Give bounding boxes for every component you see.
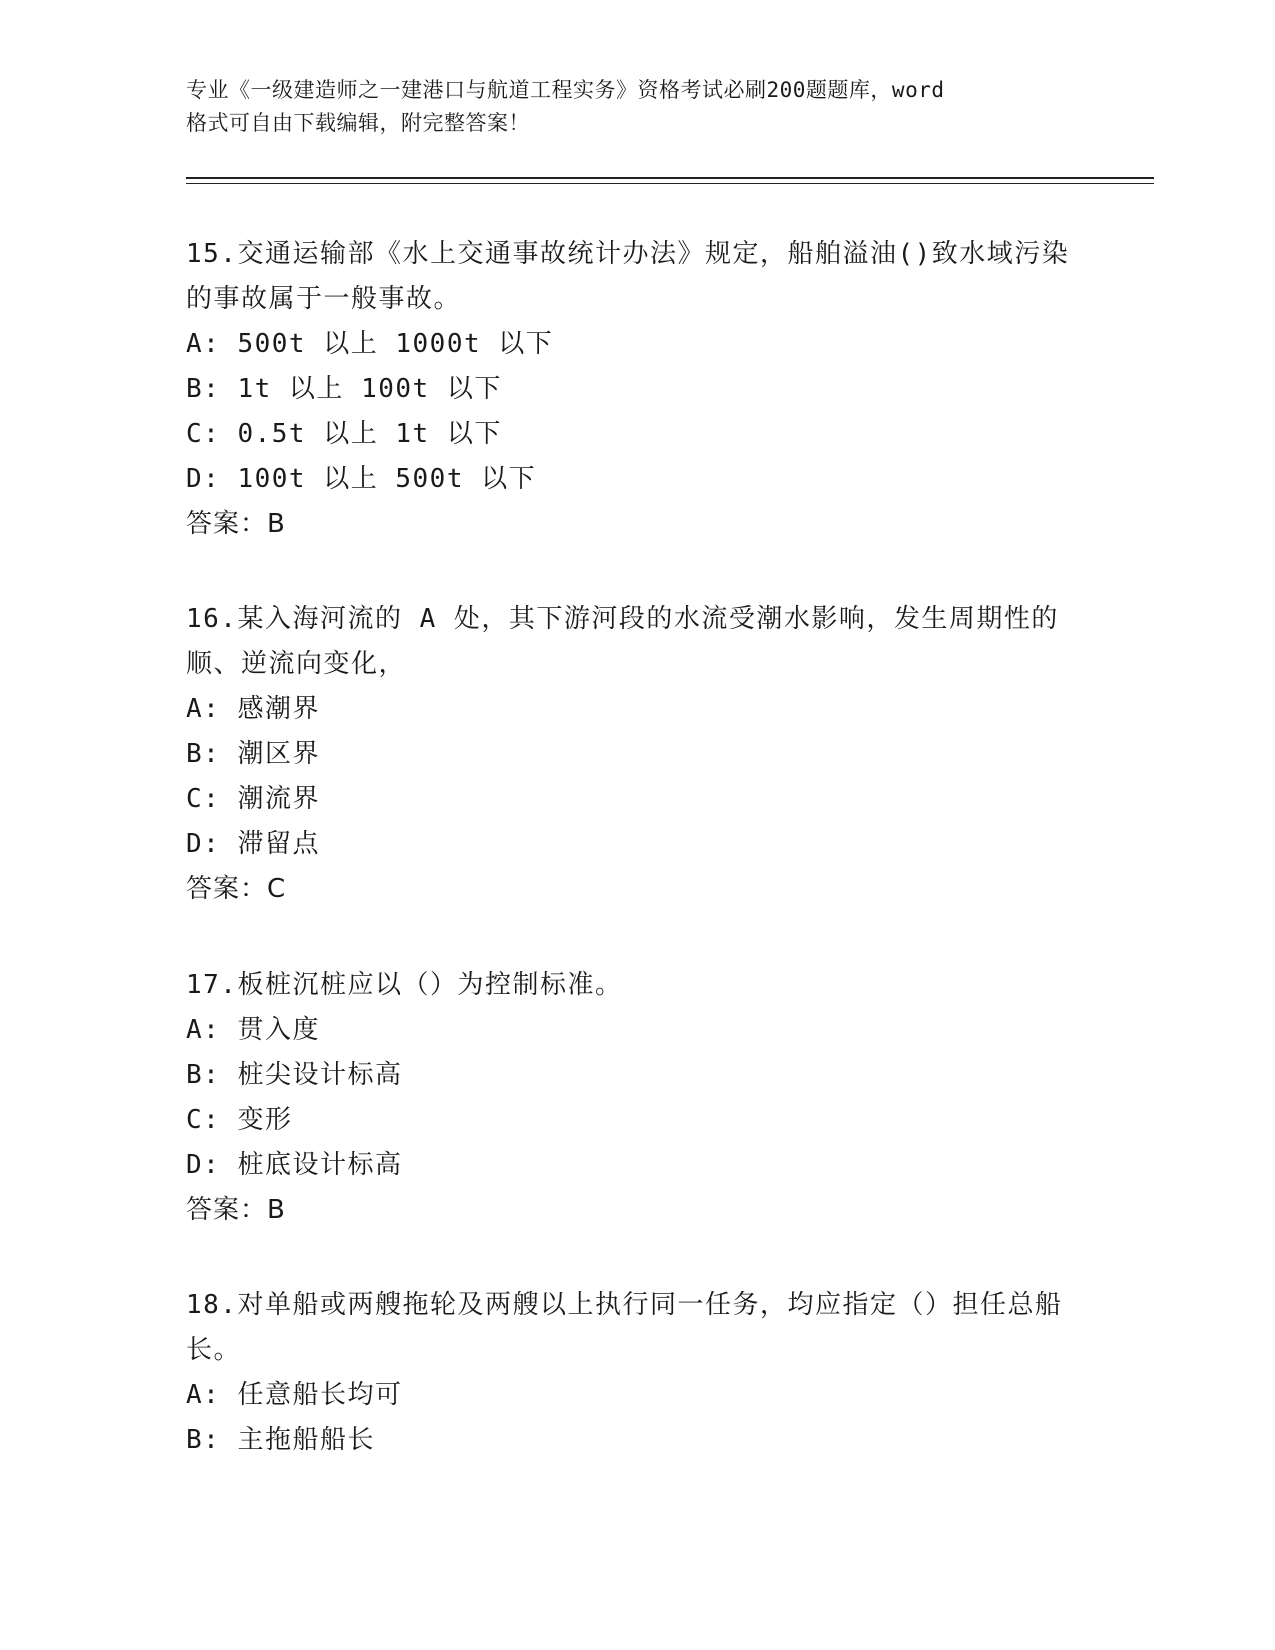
option-c: C: 潮流界 (186, 784, 320, 814)
option-c: C: 0.5t 以上 1t 以下 (186, 419, 502, 449)
question-block (186, 963, 1086, 1233)
option-a: A: 500t 以上 1000t 以下 (186, 329, 554, 359)
answer-line: 答案：B (186, 509, 286, 539)
option-a: A: 贯入度 (186, 1015, 320, 1045)
document-header (186, 74, 1066, 140)
option-d: D: 100t 以上 500t 以下 (186, 464, 537, 494)
option-d: D: 滞留点 (186, 829, 320, 859)
option-b: B: 主拖船船长 (186, 1425, 375, 1455)
question-block (186, 597, 1086, 912)
option-b: B: 潮区界 (186, 739, 320, 769)
question-block (186, 1283, 1086, 1463)
option-b: B: 桩尖设计标高 (186, 1060, 403, 1090)
option-b: B: 1t 以上 100t 以下 (186, 374, 502, 404)
question-stem: 18.对单船或两艘拖轮及两艘以上执行同一任务，均应指定（）担任总船长。 (186, 1290, 1063, 1365)
header-line-2: 格式可自由下载编辑，附完整答案！ (186, 111, 530, 135)
question-stem: 17.板桩沉桩应以（）为控制标准。 (186, 970, 623, 1000)
option-d: D: 桩底设计标高 (186, 1150, 403, 1180)
header-divider-thick (186, 177, 1154, 179)
answer-line: 答案：C (186, 874, 287, 904)
header-divider-thin (186, 183, 1154, 184)
answer-line: 答案：B (186, 1195, 286, 1225)
option-a: A: 感潮界 (186, 694, 320, 724)
question-block (186, 232, 1086, 547)
option-c: C: 变形 (186, 1105, 293, 1135)
question-stem: 15.交通运输部《水上交通事故统计办法》规定，船舶溢油()致水域污染的事故属于一般事故。 (186, 239, 1070, 314)
option-a: A: 任意船长均可 (186, 1380, 403, 1410)
header-line-1: 专业《一级建造师之一建港口与航道工程实务》资格考试必刷200题题库，word (186, 78, 945, 102)
question-stem: 16.某入海河流的 A 处，其下游河段的水流受潮水影响，发生周期性的顺、逆流向变化， (186, 604, 1059, 679)
